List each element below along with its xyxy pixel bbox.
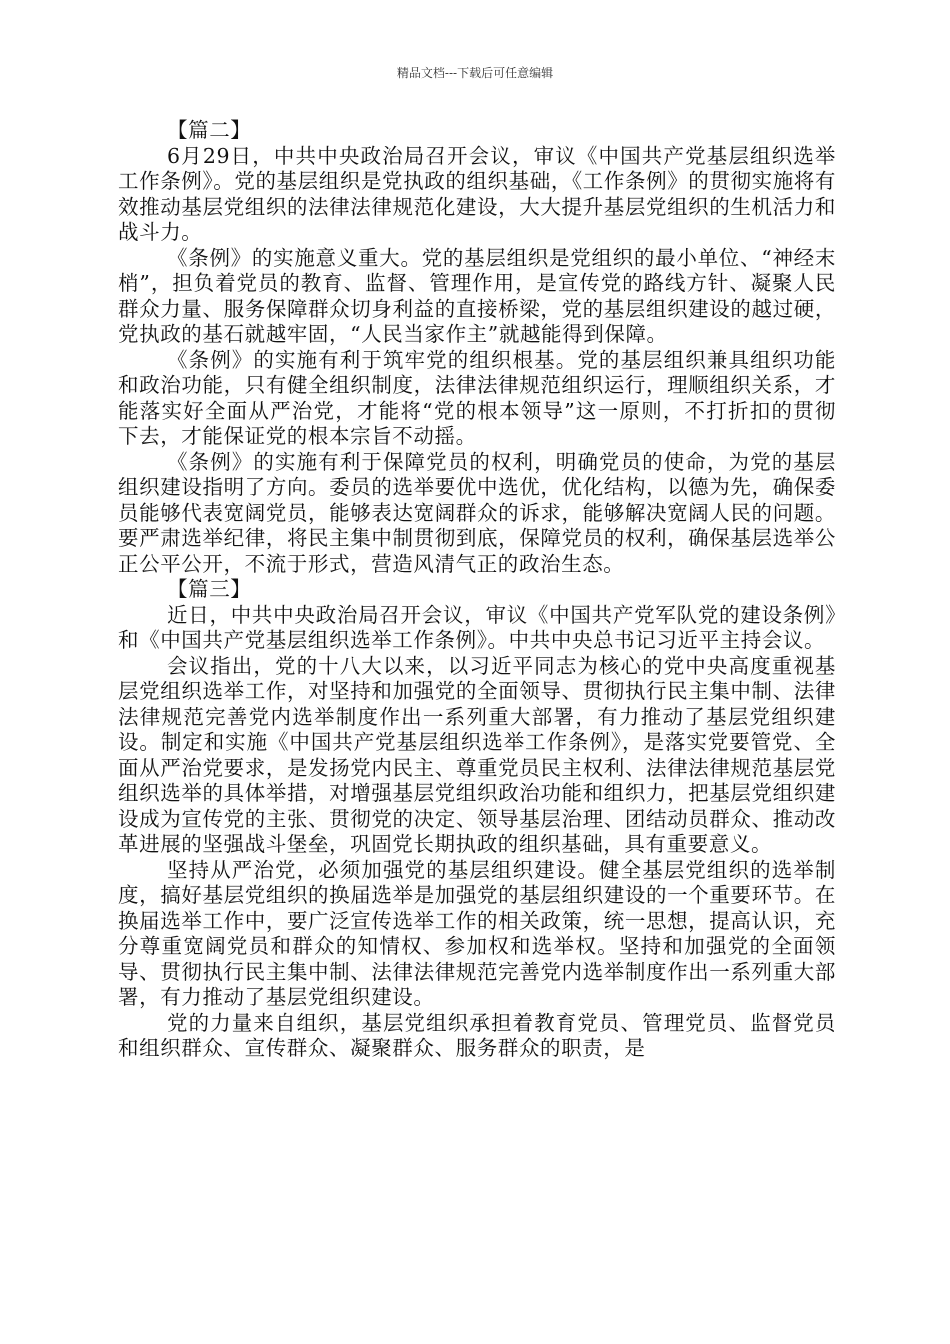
paragraph: 《条例》的实施有利于保障党员的权利，明确党员的使命，为党的基层组织建设指明了方向。委员的选举要优中选优，优化结构，以德为先，确保委员能够代表宽阔党员，能够表达宽阔群众的诉求，能够解决宽阔人民的问题。要严肃选举纪律，将民主集中制贯彻到底，保障党员的权利，确保基层选举公正公平公开，不流于形式，营造风清气正的政治生态。 <box>118 449 836 576</box>
paragraph: 《条例》的实施意义重大。党的基层组织是党组织的最小单位、“神经末梢”，担负着党员的教育、监督、管理作用，是宣传党的路线方针、凝聚人民群众力量、服务保障群众切身利益的直接桥梁，党的基层组织建设的越过硬，党执政的基石就越牢固，“人民当家作主”就越能得到保障。 <box>118 245 836 346</box>
paragraph: 会议指出，党的十八大以来，以习近平同志为核心的党中央高度重视基层党组织选举工作，对坚持和加强党的全面领导、贯彻执行民主集中制、法律法律规范完善党内选举制度作出一系列重大部署，有力推动了基层党组织建设。制定和实施《中国共产党基层组织选举工作条例》，是落实党要管党、全面从严治党要求，是发扬党内民主、尊重党员民主权利、法律法律规范基层党组织选举的具体举措，对增强基层党组织政治功能和组织力，把基层党组织建设成为宣传党的主张、贯彻党的决定、领导基层治理、团结动员群众、推动改革进展的坚强战斗堡垒，巩固党长期执政的组织基础，具有重要意义。 <box>118 653 836 856</box>
page-header: 精品文档---下载后可任意编辑 <box>396 66 554 80</box>
paragraph: 党的力量来自组织，基层党组织承担着教育党员、管理党员、监督党员和组织群众、宣传群众、凝聚群众、服务群众的职责，是 <box>118 1010 836 1060</box>
document-body <box>118 118 836 1062</box>
section-3 <box>118 577 836 1062</box>
paragraph: 《条例》的实施有利于筑牢党的组织根基。党的基层组织兼具组织功能和政治功能，只有健全组织制度，法律法律规范组织运行，理顺组织关系，才能落实好全面从严治党，才能将“党的根本领导”这一原则，不打折扣的贯彻下去，才能保证党的根本宗旨不动摇。 <box>118 347 836 448</box>
paragraph: 6月29日，中共中央政治局召开会议，审议《中国共产党基层组织选举工作条例》。党的基层组织是党执政的组织基础，《工作条例》的贯彻实施将有效推动基层党组织的法律法律规范化建设，大大提升基层党组织的生机活力和战斗力。 <box>118 143 836 244</box>
paragraph: 近日，中共中央政治局召开会议，审议《中国共产党军队党的建设条例》和《中国共产党基层组织选举工作条例》。中共中央总书记习近平主持会议。 <box>118 602 836 652</box>
section-2 <box>118 118 836 577</box>
paragraph: 坚持从严治党，必须加强党的基层组织建设。健全基层党组织的选举制度，搞好基层党组织的换届选举是加强党的基层组织建设的一个重要环节。在换届选举工作中，要广泛宣传选举工作的相关政策，统一思想，提高认识，充分尊重宽阔党员和群众的知情权、参加权和选举权。坚持和加强党的全面领导、贯彻执行民主集中制、法律法律规范完善党内选举制度作出一系列重大部署，有力推动了基层党组织建设。 <box>118 857 836 1009</box>
section-heading: 【篇二】 <box>167 118 252 142</box>
section-heading: 【篇三】 <box>167 577 252 601</box>
